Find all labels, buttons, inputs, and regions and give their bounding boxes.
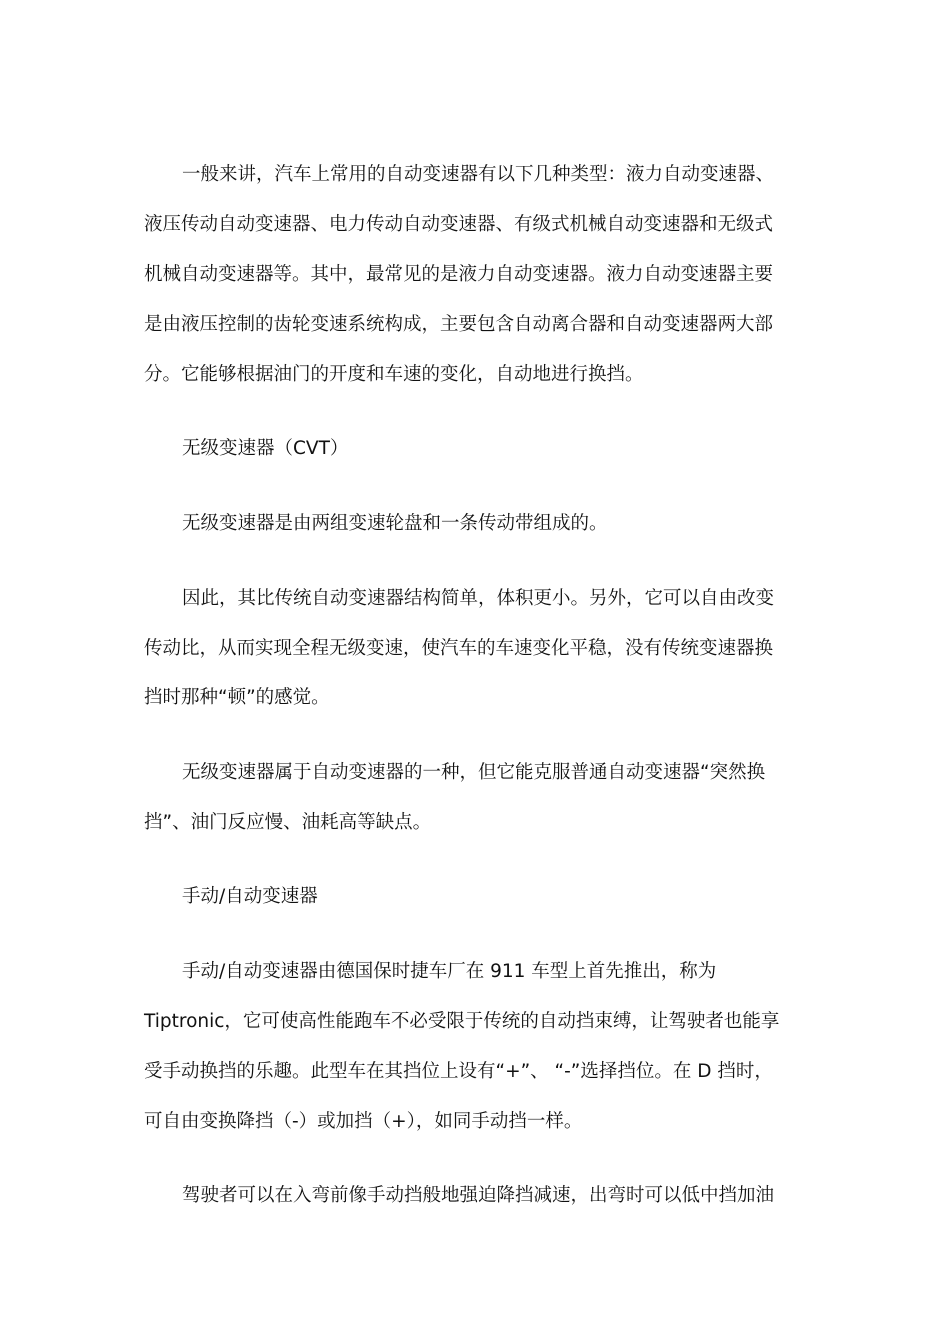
text-line: 是由液压控制的齿轮变速系统构成，主要包含自动离合器和自动变速器两大部 [144, 314, 774, 335]
text-line: 传动比，从而实现全程无级变速，使汽车的车速变化平稳，没有传统变速器换 [144, 638, 774, 659]
text-line: 机械自动变速器等。其中，最常见的是液力自动变速器。液力自动变速器主要 [144, 264, 774, 285]
text-line: Tiptronic，它可使高性能跑车不必受限于传统的自动挡束缚，让驾驶者也能享 [144, 1011, 780, 1032]
text-line: 液压传动自动变速器、电力传动自动变速器、有级式机械自动变速器和无级式 [144, 214, 774, 235]
text-line: 一般来讲，汽车上常用的自动变速器有以下几种类型：液力自动变速器、 [182, 164, 775, 185]
text-line: 驾驶者可以在入弯前像手动挡般地强迫降挡减速，出弯时可以低中挡加油 [182, 1185, 775, 1206]
text-line: 无级变速器属于自动变速器的一种，但它能克服普通自动变速器“突然换 [182, 762, 766, 783]
heading-text: 无级变速器（CVT） [182, 438, 349, 459]
text-line: 分。它能够根据油门的开度和车速的变化，自动地进行换挡。 [144, 364, 644, 385]
text-line: 可自由变换降挡（-）或加挡（+），如同手动挡一样。 [144, 1111, 583, 1132]
heading-text: 手动/自动变速器 [182, 886, 318, 907]
text-line: 无级变速器是由两组变速轮盘和一条传动带组成的。 [182, 513, 608, 534]
text-line: 手动/自动变速器由德国保时捷车厂在 911 车型上首先推出，称为 [182, 961, 717, 982]
text-line: 挡”、油门反应慢、油耗高等缺点。 [144, 812, 432, 833]
text-line: 挡时那种“顿”的感觉。 [144, 687, 330, 708]
text-line: 受手动换挡的乐趣。此型车在其挡位上设有“+”、 “-”选择挡位。在 D 挡时， [144, 1061, 773, 1082]
text-line: 因此，其比传统自动变速器结构简单，体积更小。另外，它可以自由改变 [182, 588, 775, 609]
